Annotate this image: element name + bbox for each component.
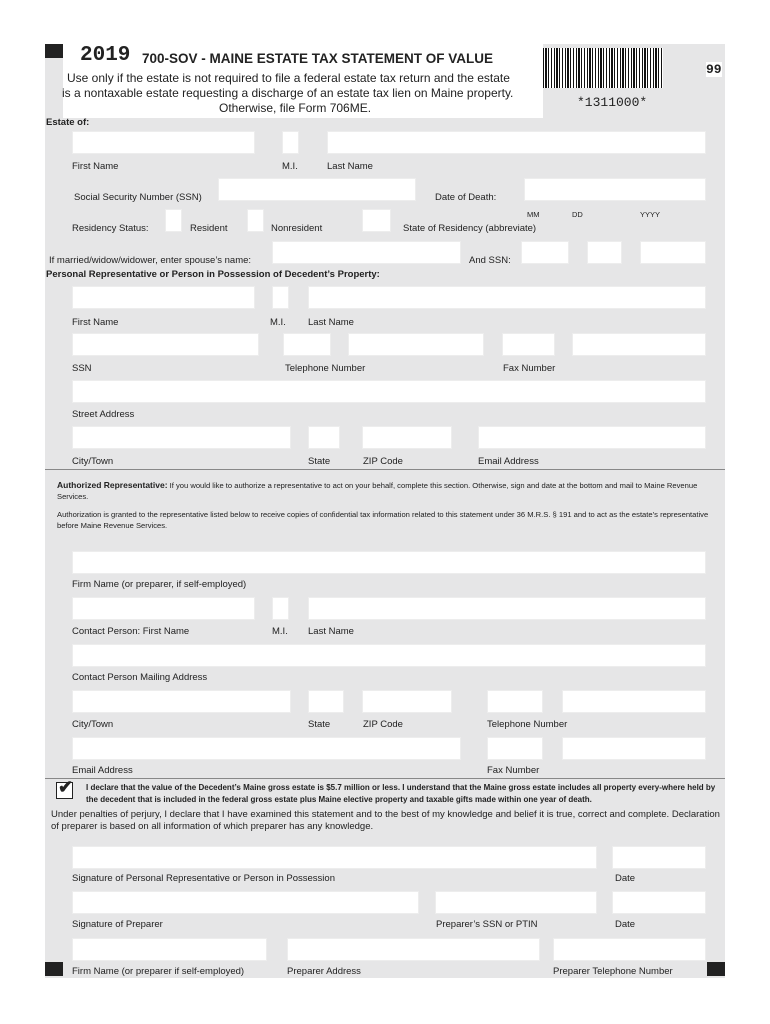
auth-fax-number-input[interactable] — [562, 737, 706, 760]
auth-intro — [57, 480, 717, 502]
auth-firm-input[interactable] — [72, 551, 706, 574]
declaration-text: I declare that the value of the Decedent’s Maine gross estate is $5.7 million or less. I understand that the Maine gross estate includes all property every-where held by the decedent that is included in the federal gross estate plus Maine elective property and taxable gifts made within one year of death. — [86, 783, 716, 804]
resident-label: Resident — [190, 223, 228, 234]
rep-zip-label: ZIP Code — [363, 456, 403, 467]
estate-first-name-label: First Name — [72, 161, 119, 172]
state-of-residency-label: State of Residency (abbreviate) — [403, 223, 537, 234]
auth-mi-input[interactable] — [272, 597, 289, 620]
date-yyyy-label: YYYY — [640, 210, 661, 219]
auth-fax-label: Fax Number — [487, 765, 540, 776]
resident-checkbox[interactable] — [165, 209, 182, 232]
nonresident-label: Nonresident — [271, 223, 323, 234]
auth-mailing-input[interactable] — [72, 644, 706, 667]
auth-last-name-label: Last Name — [308, 626, 354, 637]
date-of-death-label: Date of Death: — [435, 192, 497, 203]
rep-last-name-label: Last Name — [308, 317, 354, 328]
sig-rep-input[interactable] — [72, 846, 597, 869]
state-of-residency-input[interactable] — [362, 209, 391, 232]
prep-address-input[interactable] — [287, 938, 540, 961]
registration-mark-top-left — [45, 44, 63, 58]
rep-email-label: Email Address — [478, 456, 539, 467]
estate-first-name-input[interactable] — [72, 131, 255, 154]
sig-rep-label: Signature of Personal Representative or Person in Possession — [72, 873, 335, 884]
date-dd-label: DD — [572, 210, 583, 219]
rep-fax-number-input[interactable] — [572, 333, 706, 356]
rep-city-label: City/Town — [72, 456, 114, 467]
rep-last-name-input[interactable] — [308, 286, 706, 309]
auth-city-label: City/Town — [72, 719, 114, 730]
rep-phone-number-input[interactable] — [348, 333, 484, 356]
auth-city-input[interactable] — [72, 690, 291, 713]
sig-rep-date-input[interactable] — [612, 846, 706, 869]
barcode-text: *1311000* — [577, 95, 648, 110]
check-icon: ✔ — [58, 777, 74, 797]
prep-date-input[interactable] — [612, 891, 706, 914]
spouse-ssn-part3-input[interactable] — [640, 241, 706, 264]
section-divider — [45, 469, 725, 470]
residency-status-label: Residency Status: — [72, 223, 149, 234]
registration-mark-bottom-right — [707, 962, 725, 976]
auth-heading: Authorized Representative: — [57, 480, 168, 490]
spouse-ssn-label: And SSN: — [469, 255, 511, 266]
prep-firm-label: Firm Name (or preparer if self-employed) — [72, 966, 245, 977]
estate-ssn-label: Social Security Number (SSN) — [74, 192, 202, 203]
auth-fax-area-input[interactable] — [487, 737, 543, 760]
auth-email-label: Email Address — [72, 765, 133, 776]
rep-first-name-input[interactable] — [72, 286, 255, 309]
prep-ssn-label: Preparer’s SSN or PTIN — [436, 919, 538, 930]
rep-first-name-label: First Name — [72, 317, 119, 328]
rep-city-input[interactable] — [72, 426, 291, 449]
sig-prep-input[interactable] — [72, 891, 419, 914]
estate-mi-label: M.I. — [282, 161, 298, 172]
prep-address-label: Preparer Address — [287, 966, 361, 977]
prep-ssn-input[interactable] — [435, 891, 597, 914]
spouse-name-input[interactable] — [272, 241, 461, 264]
estate-last-name-label: Last Name — [327, 161, 373, 172]
auth-firm-label: Firm Name (or preparer, if self-employed) — [72, 579, 247, 590]
form-title: 700-SOV - MAINE ESTATE TAX STATEMENT OF VALUE — [142, 51, 494, 66]
spouse-ssn-part1-input[interactable] — [521, 241, 569, 264]
auth-first-name-label: Contact Person: First Name — [72, 626, 190, 637]
auth-state-label: State — [308, 719, 331, 730]
intro-line-3: Otherwise, file Form 706ME. — [219, 101, 372, 115]
date2-label: Date — [615, 919, 636, 930]
rep-fax-label: Fax Number — [503, 363, 556, 374]
rep-mi-label: M.I. — [270, 317, 286, 328]
auth-email-input[interactable] — [72, 737, 461, 760]
spouse-ssn-part2-input[interactable] — [587, 241, 622, 264]
rep-heading: Personal Representative or Person in Possession of Decedent’s Property: — [46, 269, 380, 280]
barcode — [543, 48, 663, 88]
auth-zip-input[interactable] — [362, 690, 452, 713]
rep-state-input[interactable] — [308, 426, 340, 449]
auth-intro-text: If you would like to authorize a representative to act on your behalf, complete this section. Otherwise, sign and date at the bottom and mail to Maine Revenue Services. — [57, 481, 698, 501]
auth-phone-area-input[interactable] — [487, 690, 543, 713]
estate-heading: Estate of: — [46, 117, 90, 128]
auth-last-name-input[interactable] — [308, 597, 706, 620]
rep-telephone-label: Telephone Number — [285, 363, 366, 374]
estate-last-name-input[interactable] — [327, 131, 706, 154]
date-of-death-input[interactable] — [524, 178, 706, 201]
rep-fax-area-input[interactable] — [502, 333, 555, 356]
prep-phone-input[interactable] — [553, 938, 706, 961]
prep-phone-label: Preparer Telephone Number — [553, 966, 673, 977]
sig-prep-label: Signature of Preparer — [72, 919, 163, 930]
rep-zip-input[interactable] — [362, 426, 452, 449]
form-year: 2019 — [80, 44, 131, 67]
rep-state-label: State — [308, 456, 331, 467]
date1-label: Date — [615, 873, 636, 884]
rep-phone-area-input[interactable] — [283, 333, 331, 356]
auth-first-name-input[interactable] — [72, 597, 255, 620]
rep-ssn-label: SSN — [72, 363, 92, 374]
auth-mi-label: M.I. — [272, 626, 288, 637]
section-divider-2 — [45, 778, 725, 779]
prep-firm-input[interactable] — [72, 938, 267, 961]
date-mm-label: MM — [527, 210, 540, 219]
rep-email-input[interactable] — [478, 426, 706, 449]
auth-mailing-label: Contact Person Mailing Address — [72, 672, 208, 683]
registration-mark-bottom-left — [45, 962, 63, 976]
spouse-name-label: If married/widow/widower, enter spouse’s name: — [49, 255, 252, 266]
estate-mi-input[interactable] — [282, 131, 299, 154]
rep-ssn-input[interactable] — [72, 333, 259, 356]
auth-text: Authorization is granted to the representative listed below to receive copies of confidential tax information related to this statement under 36 M.R.S. § 191 and to act as the estate’s representative before Maine Revenue Services. — [57, 510, 709, 530]
form-code: 99 — [706, 62, 722, 77]
estate-ssn-input[interactable] — [218, 178, 416, 201]
intro-line-2: is a nontaxable estate requesting a discharge of an estate tax lien on Maine property. — [62, 86, 514, 100]
perjury-text: Under penalties of perjury, I declare that I have examined this statement and to the best of my knowledge and belief it is true, correct and complete. Declaration of preparer is based on all information of which preparer has any knowledge. — [51, 809, 720, 832]
rep-street-input[interactable] — [72, 380, 706, 403]
auth-telephone-label: Telephone Number — [487, 719, 568, 730]
auth-phone-number-input[interactable] — [562, 690, 706, 713]
rep-street-label: Street Address — [72, 409, 135, 420]
auth-zip-label: ZIP Code — [363, 719, 403, 730]
rep-mi-input[interactable] — [272, 286, 289, 309]
intro-line-1: Use only if the estate is not required to file a federal estate tax return and the estate — [67, 71, 510, 85]
auth-state-input[interactable] — [308, 690, 344, 713]
nonresident-checkbox[interactable] — [247, 209, 264, 232]
